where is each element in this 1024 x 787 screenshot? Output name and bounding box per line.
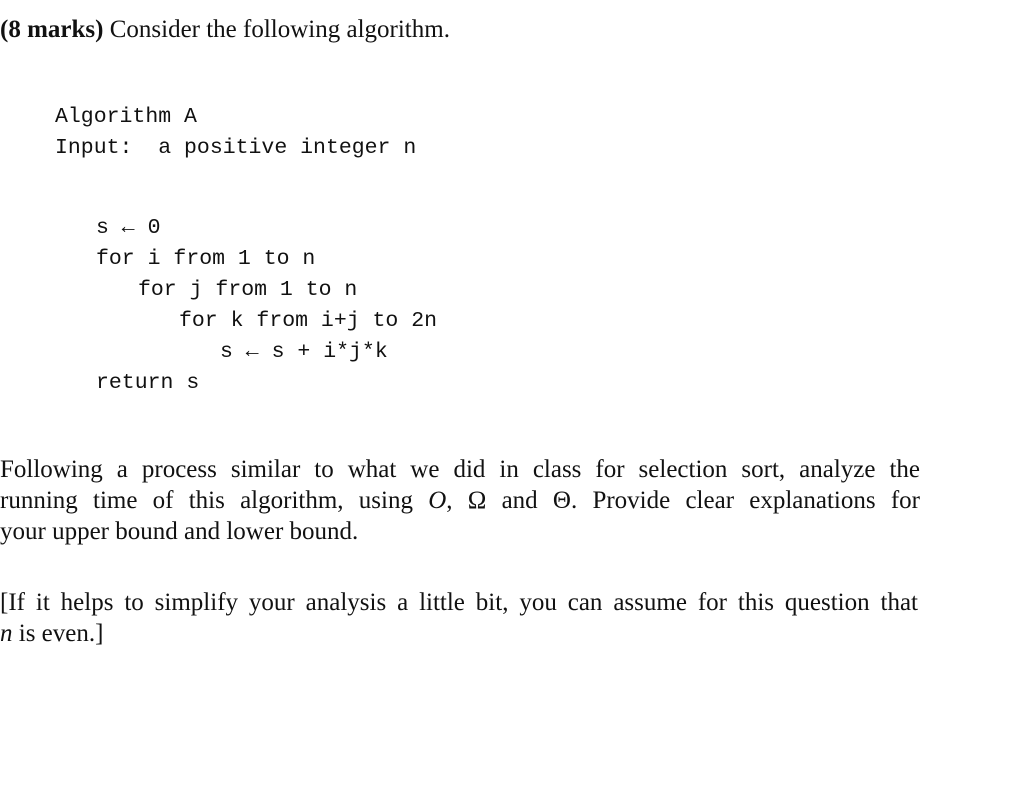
separator-and: and: [486, 487, 553, 514]
big-omega-symbol: Ω: [467, 487, 487, 514]
code-line-return: return s: [96, 371, 200, 395]
analysis-paragraph: [0, 454, 920, 547]
hint-variable-n: n: [0, 620, 13, 647]
question-intro: Consider the following algorithm.: [109, 16, 450, 43]
analysis-line-2-start: running time of this algorithm, using: [0, 487, 429, 514]
big-theta-symbol: Θ: [552, 487, 571, 514]
code-line-loop-i: for i from 1 to n: [96, 247, 316, 271]
separator-comma: ,: [446, 487, 468, 514]
code-line-init: s ← 0: [96, 216, 161, 240]
hint-line-2-rest: is even.]: [12, 620, 104, 647]
question-marks: (8 marks): [0, 16, 104, 43]
algorithm-title: Algorithm A: [55, 105, 197, 129]
analysis-line-2-end: . Provide clear explanations for: [570, 487, 920, 514]
algorithm-input-line: Input: a positive integer n: [55, 136, 417, 160]
analysis-line-2: [0, 485, 920, 516]
code-line-loop-j: for j from 1 to n: [138, 278, 358, 302]
analysis-line-3: your upper bound and lower bound.: [0, 518, 359, 545]
question-header: [0, 14, 450, 46]
code-line-update: s ← s + i*j*k: [220, 340, 388, 364]
big-o-symbol: O: [428, 487, 447, 514]
hint-paragraph: [0, 587, 920, 649]
hint-line-2: [0, 618, 920, 649]
analysis-line-1: Following a process similar to what we did in class for selection sort, analyze the: [0, 456, 920, 483]
hint-line-1: [If it helps to simplify your analysis a little bit, you can assume for this question that: [0, 589, 918, 616]
code-line-loop-k: for k from i+j to 2n: [179, 309, 438, 333]
